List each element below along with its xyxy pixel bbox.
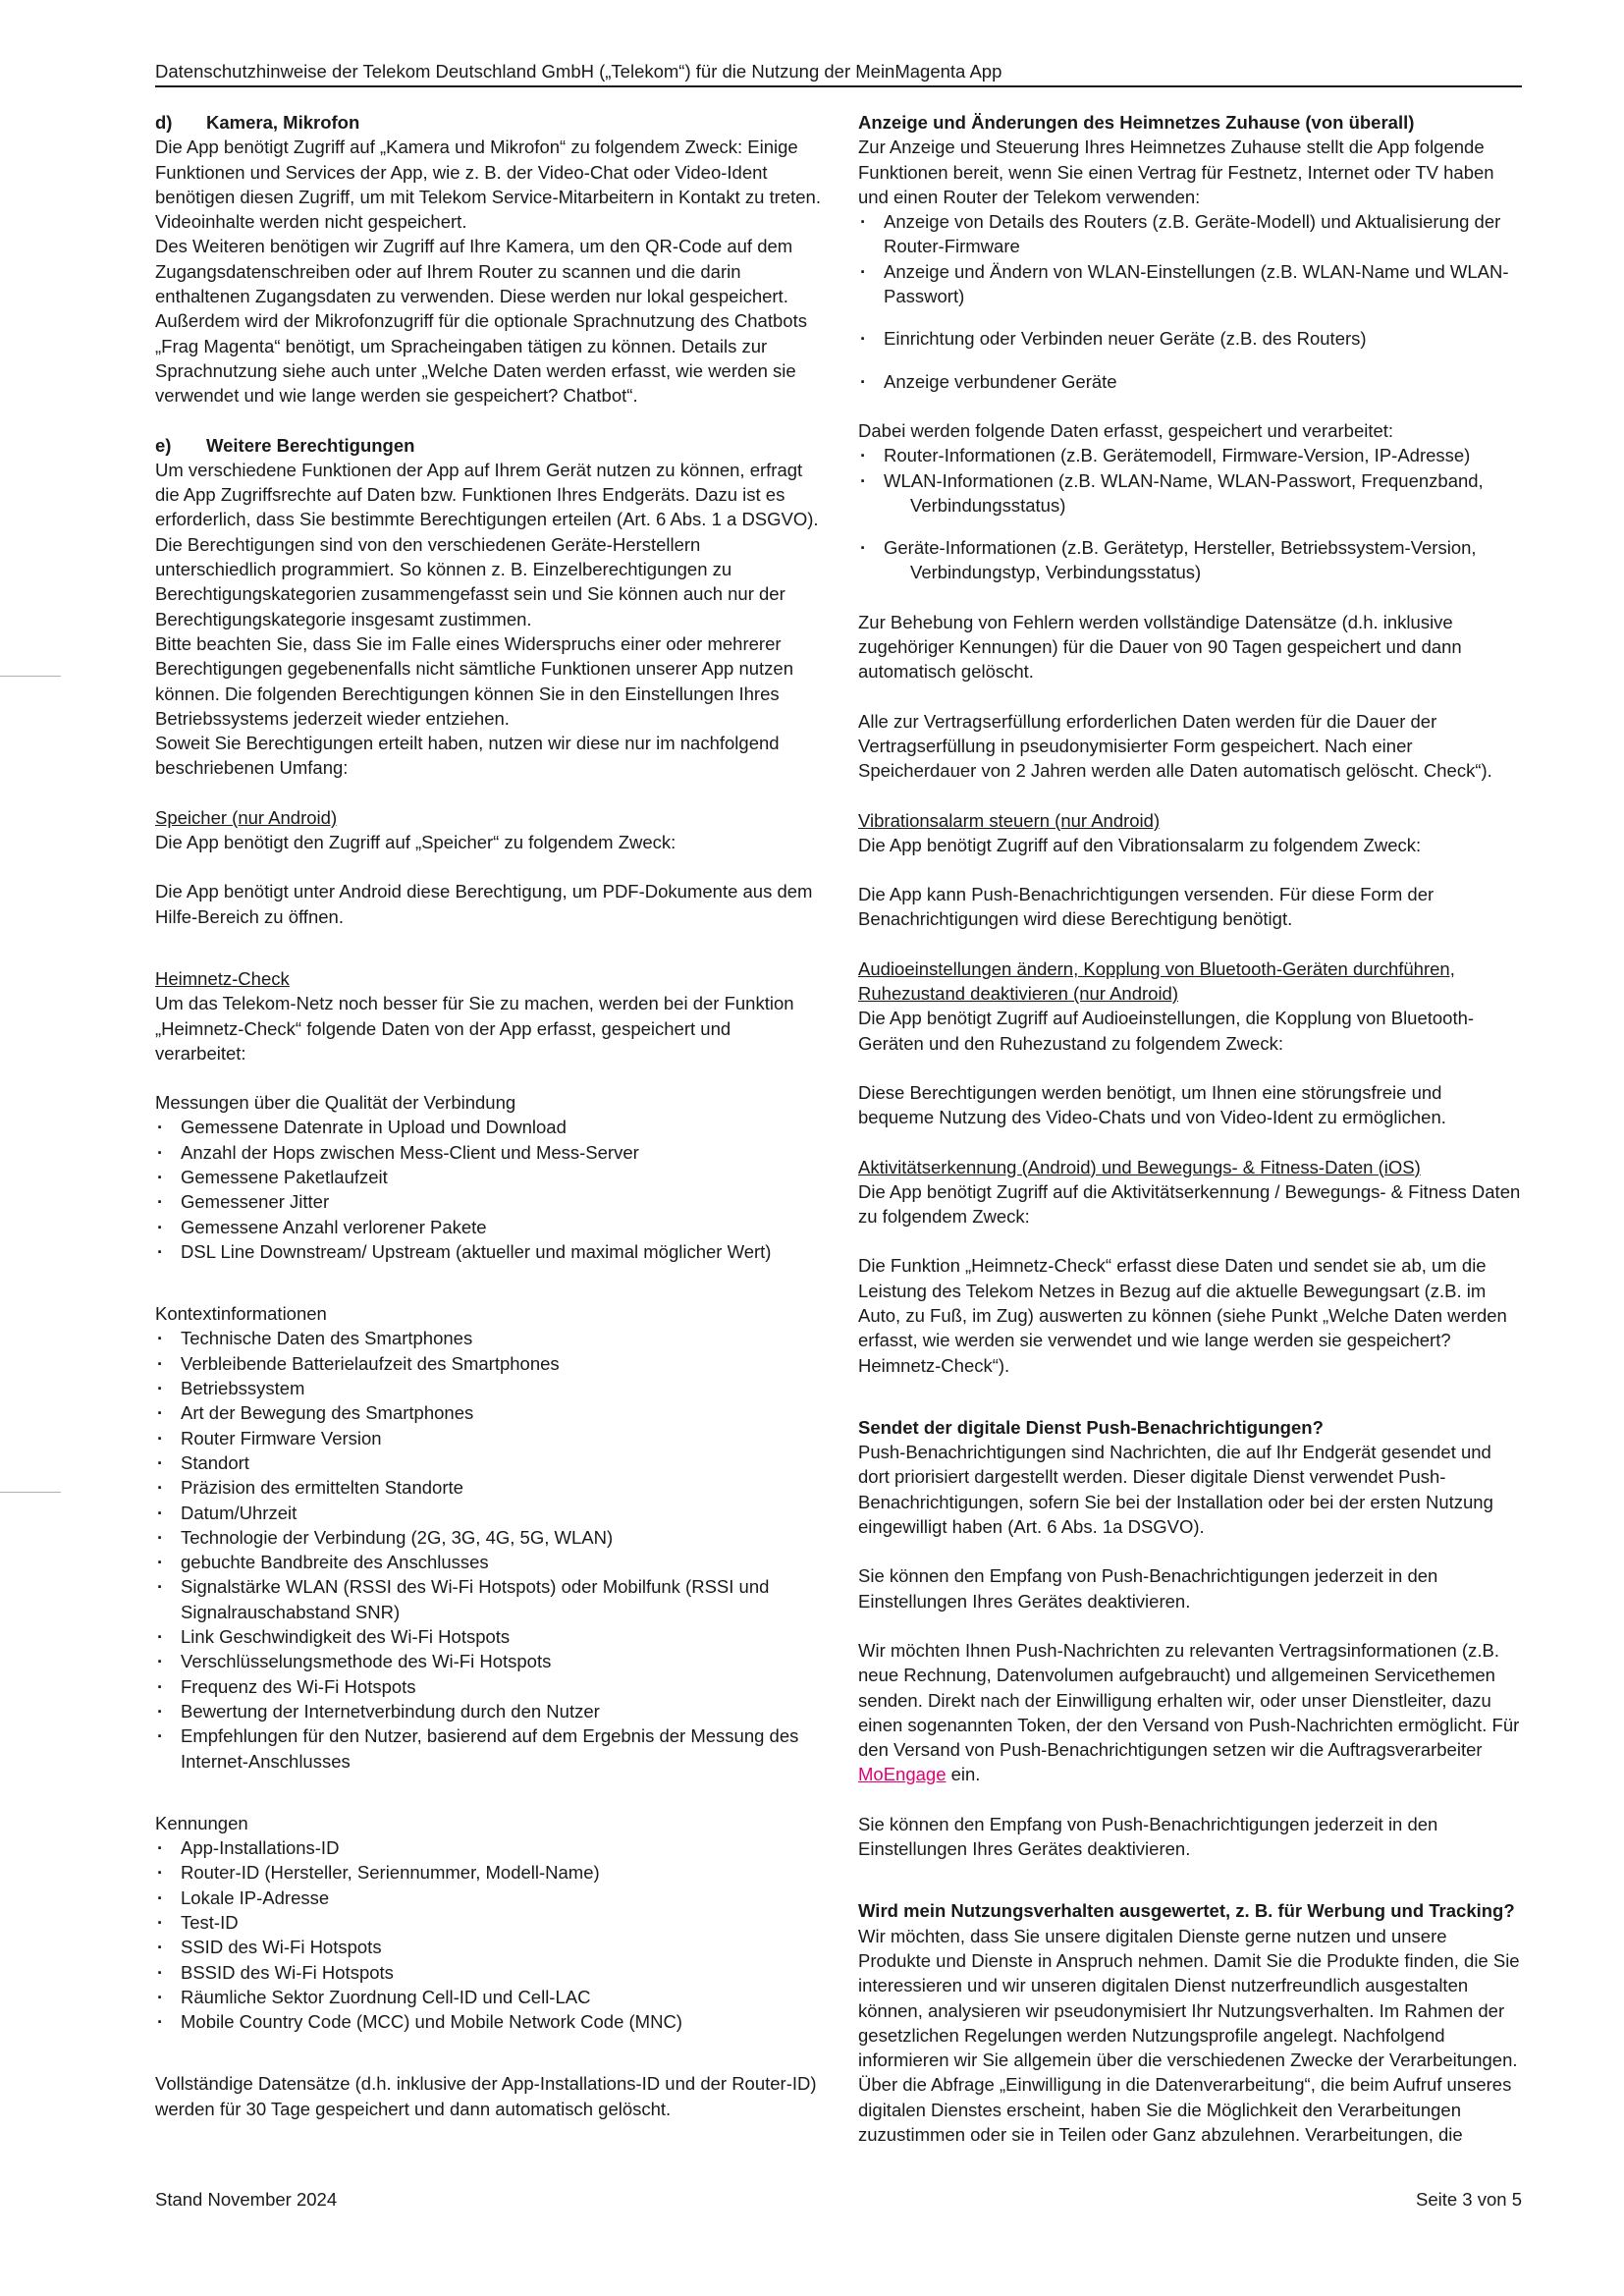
footer-page-number: Seite 3 von 5 <box>1416 2189 1522 2210</box>
section-camera-heading <box>155 110 823 135</box>
list-item: · Einrichtung oder Verbinden neuer Geräte (z.B. des Routers) <box>858 326 1522 351</box>
measure-title: Messungen über die Qualität der Verbindung <box>155 1092 516 1114</box>
list-item-continuation: Verbindungsstatus) <box>910 494 1066 516</box>
list-item: · BSSID des Wi-Fi Hotspots <box>155 1960 823 1985</box>
activity-title: Aktivitätserkennung (Android) und Bewegungs- & Fitness-Daten (iOS) <box>858 1156 1421 1177</box>
list-item: · Präzision des ermittelten Standorte <box>155 1475 823 1500</box>
paragraph: Die App benötigt unter Android diese Berechtigung, um PDF-Dokumente aus dem Hilfe-Bereich zu öffnen. <box>155 881 813 927</box>
paragraph-text: Wir möchten Ihnen Push-Nachrichten zu relevanten Vertragsinformationen (z.B. neue Rechnung, Datenvolumen aufgebraucht) und allgemeinen Servicethemen senden. Direkt nach der Einwilligung erhalten wir, oder unser Dienstleiter, dazu einen sogenannten Token, der den Versand von Push-Nachrichten ermöglicht. Für den Versand von Push-Benachrichtigungen setzen wir die Auftragsverarbeiter <box>858 1639 1520 1761</box>
right-column <box>858 110 1522 2147</box>
list-item: · Standort <box>155 1450 823 1475</box>
list-item: · SSID des Wi-Fi Hotspots <box>155 1935 823 1959</box>
paragraph: Die App benötigt Zugriff auf Audioeinstellungen, die Kopplung von Bluetooth-Geräten und den Ruhezustand zu folgendem Zweck: <box>858 1008 1475 1054</box>
list-item: · Signalstärke WLAN (RSSI des Wi-Fi Hotspots) oder Mobilfunk (RSSI und Signalrauschabstand SNR) <box>155 1574 823 1624</box>
fold-mark <box>0 1492 61 1493</box>
paragraph: Sie können den Empfang von Push-Benachrichtigungen jederzeit in den Einstellungen Ihres Gerätes deaktivieren. <box>858 1565 1438 1612</box>
list-item: · Verschlüsselungsmethode des Wi-Fi Hotspots <box>155 1649 823 1673</box>
context-list <box>155 1326 823 1773</box>
paragraph-text: ein. <box>946 1764 981 1785</box>
list-item <box>858 443 1522 467</box>
list-item: · Anzeige von Details des Routers (z.B. Geräte-Modell) und Aktualisierung der Router-Firmware <box>858 209 1522 259</box>
list-item: · Anzeige verbundener Geräte <box>858 369 1522 394</box>
paragraph: Die App benötigt Zugriff auf „Kamera und Mikrofon“ zu folgendem Zweck: Einige Funktionen und Services der App, wie z. B. der Video-Chat oder Video-Ident benötigen diesen Zugriff, um mit Telekom Service-Mitarbeitern in Kontakt zu treten. Videoinhalte werden nicht gespeichert. <box>155 137 821 233</box>
list-item <box>858 468 1522 519</box>
list-item: · Bewertung der Internetverbindung durch den Nutzer <box>155 1699 823 1723</box>
measure-list <box>155 1115 823 1264</box>
list-item: · Mobile Country Code (MCC) und Mobile Network Code (MNC) <box>155 2009 823 2034</box>
list-item: · DSL Line Downstream/ Upstream (aktueller und maximal möglicher Wert) <box>155 1239 823 1264</box>
list-item: · Anzahl der Hops zwischen Mess-Client und Mess-Server <box>155 1140 823 1165</box>
context-title: Kontextinformationen <box>155 1303 327 1325</box>
moengage-link[interactable]: MoEngage <box>858 1764 947 1785</box>
homenet-data-list <box>858 443 1522 584</box>
homenet-feature-list <box>858 209 1522 394</box>
paragraph: Push-Benachrichtigungen sind Nachrichten, die auf Ihr Endgerät gesendet und dort priorisiert dargestellt werden. Dieser digitale Dienst verwendet Push-Benachrichtigungen, sofern Sie bei der Installation oder bei der ersten Nutzung eingewilligt haben (Art. 6 Abs. 1a DSGVO). <box>858 1442 1493 1538</box>
heimnetz-title: Heimnetz-Check <box>155 967 290 989</box>
storage-title: Speicher (nur Android) <box>155 806 338 828</box>
list-item: · Router Firmware Version <box>155 1426 823 1450</box>
list-item: · Gemessene Anzahl verlorener Pakete <box>155 1215 823 1239</box>
paragraph: Außerdem wird der Mikrofonzugriff für die optionale Sprachnutzung des Chatbots „Frag Magenta“ benötigt, um Spracheingaben tätigen zu können. Details zur Sprachnutzung siehe auch unter „Welche Daten werden erfasst, wie werden sie verwendet und wie lange werden sie gespeichert? Chatbot“. <box>155 310 807 407</box>
audio-title <box>858 957 1522 1007</box>
list-item: · Technische Daten des Smartphones <box>155 1326 823 1350</box>
paragraph: Um verschiedene Funktionen der App auf Ihrem Gerät nutzen zu können, erfragt die App Zugriffsrechte auf Daten bzw. Funktionen Ihres Endgeräts. Dazu ist es erforderlich, dass Sie bestimmte Berechtigungen erteilen (Art. 6 Abs. 1 a DSGVO). <box>155 459 819 530</box>
list-item: · gebuchte Bandbreite des Anschlusses <box>155 1550 823 1574</box>
list-item: · Räumliche Sektor Zuordnung Cell-ID und Cell-LAC <box>155 1985 823 2009</box>
list-item: · Art der Bewegung des Smartphones <box>155 1400 823 1425</box>
paragraph: Bitte beachten Sie, dass Sie im Falle eines Widerspruchs einer oder mehrerer Berechtigungen gegebenenfalls nicht sämtliche Funktionen unserer App nutzen können. Die folgenden Berechtigungen können Sie in den Einstellungen Ihres Betriebssystems jederzeit wieder entziehen. <box>155 632 793 729</box>
paragraph: Die App benötigt Zugriff auf den Vibrationsalarm zu folgendem Zweck: <box>858 834 1422 855</box>
paragraph: Vollständige Datensätze (d.h. inklusive der App-Installations-ID und der Router-ID) werden für 30 Tage gespeichert und dann automatisch gelöscht. <box>155 2073 817 2119</box>
paragraph: Wir möchten, dass Sie unsere digitalen Dienste gerne nutzen und unsere Produkte und Dienste in Anspruch nehmen. Damit Sie die Produkte finden, die Sie interessieren und wir unseren digitalen Dienst nutzerfreundlich ausgestalten können, analysieren wir pseudonymisiert Ihr Nutzungsverhalten. Im Rahmen der gesetzlichen Regelungen werden Nutzungsprofile angelegt. Nachfolgend informieren wir Sie allgemein über die verschiedenen Zwecke der Verarbeitungen. Über die Abfrage „Einwilligung in die Datenverarbeitung“, die beim Aufruf unseres digitalen Dienstes erscheint, haben Sie die Möglichkeit den Verarbeitungen zuzustimmen oder sie in Teilen oder Ganz abzulehnen. Verarbeitungen, die <box>858 1925 1520 2145</box>
ids-title: Kennungen <box>155 1812 248 1833</box>
list-item-text: Router-Informationen (z.B. Gerätemodell, Firmware-Version, IP-Adresse) <box>884 445 1471 466</box>
list-item: · Link Geschwindigkeit des Wi-Fi Hotspots <box>155 1624 823 1649</box>
paragraph: Alle zur Vertragserfüllung erforderlichen Daten werden für die Dauer der Vertragserfüllung in pseudonymisierter Form gespeichert. Nach einer Speicherdauer von 2 Jahren werden alle Daten automatisch gelöscht. Check“). <box>858 710 1492 782</box>
paragraph <box>858 1638 1522 1787</box>
list-item: · Gemessene Paketlaufzeit <box>155 1165 823 1189</box>
paragraph: Die Berechtigungen sind von den verschiedenen Geräte-Herstellern unterschiedlich programmiert. So können z. B. Einzelberechtigungen zu Berechtigungskategorien zusammengefasst sein und Sie können auch nur der Berechtigungskategorie insgesamt zustimmen. <box>155 533 785 629</box>
section-perms-heading <box>155 433 823 458</box>
tracking-title: Wird mein Nutzungsverhalten ausgewertet, z. B. für Werbung und Tracking? <box>858 1900 1515 1922</box>
paragraph: Sie können den Empfang von Push-Benachrichtigungen jederzeit in den Einstellungen Ihres Gerätes deaktivieren. <box>858 1813 1438 1860</box>
section-letter: e) <box>155 434 172 456</box>
list-item-text: Geräte-Informationen (z.B. Gerätetyp, Hersteller, Betriebssystem-Version, <box>884 537 1477 559</box>
paragraph: Um das Telekom-Netz noch besser für Sie zu machen, werden bei der Funktion „Heimnetz-Check“ folgende Daten von der App erfasst, gespeichert und verarbeitet: <box>155 993 794 1064</box>
header-rule <box>155 85 1522 87</box>
list-item: · Gemessene Datenrate in Upload und Download <box>155 1115 823 1139</box>
list-item: · Gemessener Jitter <box>155 1189 823 1214</box>
list-item: · Anzeige und Ändern von WLAN-Einstellungen (z.B. WLAN-Name und WLAN-Passwort) <box>858 259 1522 309</box>
paragraph: Soweit Sie Berechtigungen erteilt haben, nutzen wir diese nur im nachfolgend beschriebenen Umfang: <box>155 733 780 779</box>
audio-title-line: Audioeinstellungen ändern, Kopplung von Bluetooth-Geräten durchführen, <box>858 957 1455 979</box>
list-item: · App-Installations-ID <box>155 1835 823 1860</box>
footer-date: Stand November 2024 <box>155 2189 338 2210</box>
list-item: · Test-ID <box>155 1910 823 1935</box>
paragraph: Die App benötigt den Zugriff auf „Speicher“ zu folgendem Zweck: <box>155 832 677 853</box>
audio-title-line: Ruhezustand deaktivieren (nur Android) <box>858 983 1178 1005</box>
list-item: · Empfehlungen für den Nutzer, basierend auf dem Ergebnis der Messung des Internet-Anschlusses <box>155 1723 823 1774</box>
paragraph: Diese Berechtigungen werden benötigt, um Ihnen eine störungsfreie und bequeme Nutzung des Video-Chats und von Video-Ident zu ermöglichen. <box>858 1081 1446 1128</box>
section-title: Weitere Berechtigungen <box>206 434 415 456</box>
section-letter: d) <box>155 112 173 133</box>
list-item-continuation: Verbindungstyp, Verbindungsstatus) <box>910 562 1202 583</box>
paragraph: Des Weiteren benötigen wir Zugriff auf Ihre Kamera, um den QR-Code auf dem Zugangsdatenschreiben oder auf Ihrem Router zu scannen und die darin enthaltenen Zugangsdaten zu verwenden. Diese werden nur lokal gespeichert. <box>155 236 793 307</box>
list-item: · Betriebssystem <box>155 1376 823 1400</box>
fold-mark <box>0 676 61 677</box>
paragraph: Zur Anzeige und Steuerung Ihres Heimnetzes Zuhause stellt die App folgende Funktionen bereit, wenn Sie einen Vertrag für Festnetz, Internet oder TV haben und einen Router der Telekom verwenden: <box>858 137 1494 207</box>
list-item: · Verbleibende Batterielaufzeit des Smartphones <box>155 1351 823 1376</box>
ids-list <box>155 1835 823 2034</box>
list-item-text: WLAN-Informationen (z.B. WLAN-Name, WLAN-Passwort, Frequenzband, <box>884 469 1484 491</box>
list-item <box>858 535 1522 585</box>
list-item: · Datum/Uhrzeit <box>155 1501 823 1525</box>
list-item: · Frequenz des Wi-Fi Hotspots <box>155 1674 823 1699</box>
paragraph: Die Funktion „Heimnetz-Check“ erfasst diese Daten und sendet sie ab, um die Leistung des Telekom Netzes in Bezug auf die aktuelle Bewegungsart (z.B. im Auto, zu Fuß, im Zug) auswerten zu können (siehe Punkt „Welche Daten werden erfasst, wie werden sie verwendet und wie lange werden sie gespeichert? Heimnetz-Check“). <box>858 1255 1507 1376</box>
list-item: · Router-ID (Hersteller, Seriennummer, Modell-Name) <box>155 1860 823 1885</box>
left-column <box>155 110 823 2121</box>
list-item: · Technologie der Verbindung (2G, 3G, 4G, 5G, WLAN) <box>155 1525 823 1550</box>
section-title: Kamera, Mikrofon <box>206 112 360 133</box>
paragraph: Die App benötigt Zugriff auf die Aktivitätserkennung / Bewegungs- & Fitness Daten zu folgendem Zweck: <box>858 1180 1521 1228</box>
push-title: Sendet der digitale Dienst Push-Benachrichtigungen? <box>858 1416 1324 1438</box>
page-header: Datenschutzhinweise der Telekom Deutschland GmbH („Telekom“) für die Nutzung der MeinMagenta App <box>155 61 1002 82</box>
paragraph: Die App kann Push-Benachrichtigungen versenden. Für diese Form der Benachrichtigungen wird diese Berechtigung benötigt. <box>858 884 1435 930</box>
homenet-title: Anzeige und Änderungen des Heimnetzes Zuhause (von überall) <box>858 112 1415 133</box>
list-item: · Lokale IP-Adresse <box>155 1886 823 1910</box>
paragraph: Dabei werden folgende Daten erfasst, gespeichert und verarbeitet: <box>858 419 1394 441</box>
paragraph: Zur Behebung von Fehlern werden vollständige Datensätze (d.h. inklusive zugehöriger Kennungen) für die Dauer von 90 Tagen gespeichert und dann automatisch gelöscht. <box>858 611 1462 683</box>
vibration-title: Vibrationsalarm steuern (nur Android) <box>858 809 1161 831</box>
